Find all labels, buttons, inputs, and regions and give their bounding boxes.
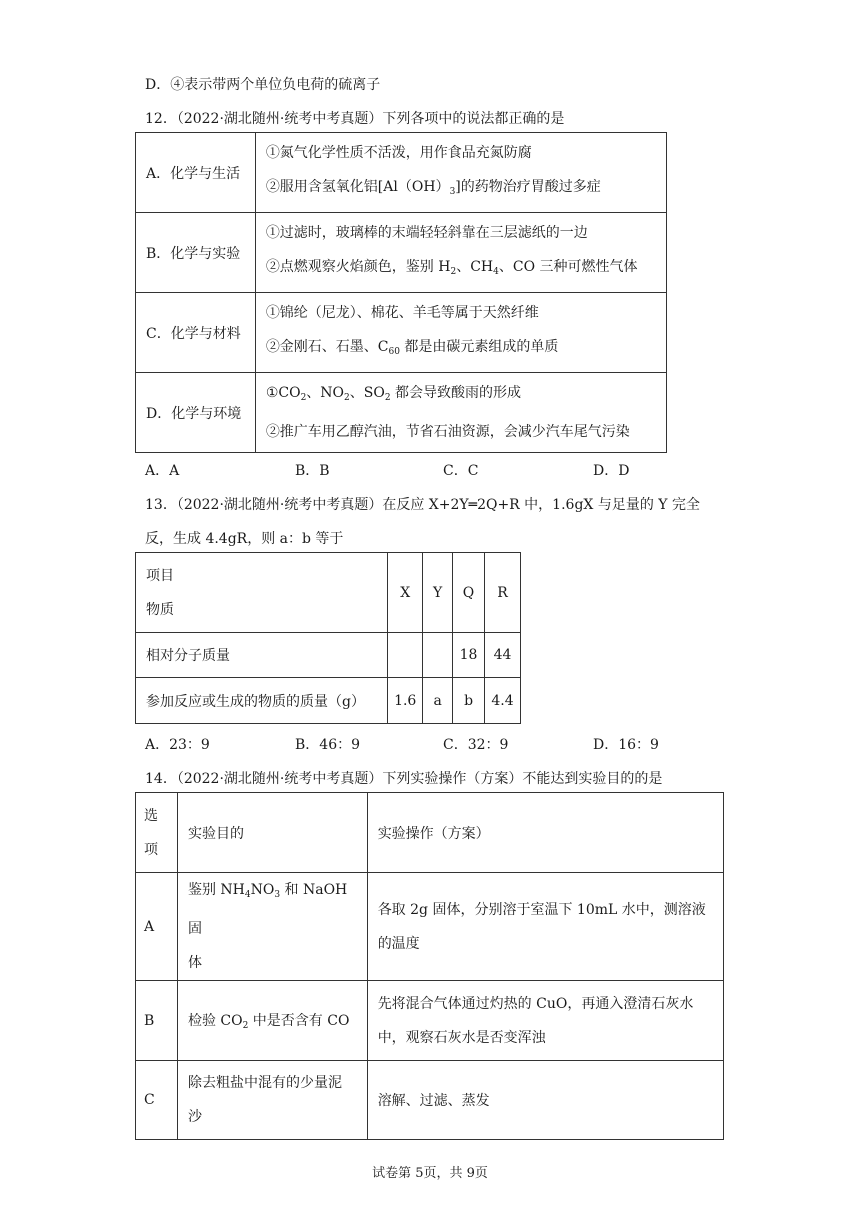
q13-col-y: Y	[423, 553, 453, 633]
q14-row-a-operation: 各取 2g 固体，分别溶于室温下 10mL 水中，测溶液 的温度	[367, 873, 723, 981]
q12-row-a-category: A．化学与生活	[136, 133, 256, 213]
q13-row-reaction-mass	[136, 678, 521, 724]
q12-row-d-statement-2: ②推广车用乙醇汽油，节省石油资源，会减少汽车尾气污染	[265, 424, 630, 440]
q12-option-b: B．B	[295, 463, 330, 479]
q13-option-c: C．32：9	[443, 737, 509, 753]
q13-cell-x-reaction: 1.6	[388, 678, 423, 724]
q14-row-c	[136, 1061, 724, 1140]
q13-stem-line-1: 13．（2022·湖北随州·统考中考真题）在反应 X+2Y═2Q+R 中，1.6gX 与足量的 Y 完全	[145, 497, 700, 513]
q13-cell-q-mass: 18	[453, 633, 485, 678]
q12-row-a-statement-1: ①氮气化学性质不活泼，用作食品充氮防腐	[265, 145, 532, 161]
q11-option-d: D．④表示带两个单位负电荷的硫离子	[145, 77, 381, 93]
q14-header-operation: 实验操作（方案）	[367, 793, 723, 873]
q12-row-a-statement-2: ②服用含氢氧化铝$[Al(OH)_3]$的药物治疗胃酸过多症	[265, 179, 601, 197]
q12-row-d-category: D．化学与环境	[136, 373, 256, 453]
q13-header-row	[136, 553, 521, 633]
q13-col-r: R	[485, 553, 521, 633]
q14-row-a	[136, 873, 724, 981]
q13-stem-line-2: 反，生成 4.4gR，则 a：b 等于	[145, 531, 344, 547]
q14-header-option-top: 选	[144, 807, 158, 824]
q12-option-c: C．C	[443, 463, 479, 479]
q14-row-c-label: C	[136, 1061, 178, 1140]
q12-row-d	[136, 373, 667, 453]
q13-header-bottom: 物质	[146, 601, 174, 618]
q14-row-a-label: A	[136, 873, 178, 981]
q14-table	[135, 792, 724, 1140]
q13-col-x: X	[388, 553, 423, 633]
q13-option-d: D．16：9	[593, 737, 659, 753]
q14-row-b-operation: 先将混合气体通过灼热的 CuO，再通入澄清石灰水 中，观察石灰水是否变浑浊	[367, 981, 723, 1061]
q12-row-c-category: C．化学与材料	[136, 293, 256, 373]
q12-row-b	[136, 213, 667, 293]
q12-row-c-statement-2: ②金刚石、石墨、$C_{60}$ 都是由碳元素组成的单质	[265, 339, 559, 357]
q13-header-top: 项目	[146, 567, 174, 584]
q14-row-c-operation: 溶解、过滤、蒸发	[367, 1061, 723, 1140]
q13-cell-y-reaction: a	[423, 678, 453, 724]
q12-row-c-statement-1: ①锦纶（尼龙）、棉花、羊毛等属于天然纤维	[265, 305, 539, 321]
q13-cell-r-reaction: 4.4	[485, 678, 521, 724]
page-footer: 试卷第 5页，共 9页	[372, 1166, 488, 1181]
q14-header-option-bottom: 项	[144, 841, 158, 858]
q12-table	[135, 132, 667, 453]
q12-row-d-statement-1: $①CO_2$、$NO_2$、$SO_2$ 都会导致酸雨的形成	[265, 385, 522, 403]
q14-row-b-purpose: 检验 $CO_2$ 中是否含有 CO	[177, 981, 367, 1061]
q14-header-row	[136, 793, 724, 873]
q14-row-b-label: B	[136, 981, 178, 1061]
q13-row-2-label: 参加反应或生成的物质的质量（g）	[136, 678, 388, 724]
q12-stem: 12．（2022·湖北随州·统考中考真题）下列各项中的说法都正确的是	[145, 111, 565, 127]
q12-row-c	[136, 293, 667, 373]
q13-option-a: A．23：9	[145, 737, 210, 753]
q13-option-b: B．46：9	[295, 737, 361, 753]
q13-cell-r-mass: 44	[485, 633, 521, 678]
q14-row-a-purpose: 鉴别 $NH_4NO_3$ 和 NaOH 固 体	[177, 873, 367, 981]
q13-row-1-label: 相对分子质量	[136, 633, 388, 678]
q12-option-d: D．D	[593, 463, 630, 479]
q12-row-b-statement-2: ②点燃观察火焰颜色，鉴别 $H_2$、$CH_4$、CO 三种可燃性气体	[265, 259, 638, 277]
q13-col-q: Q	[453, 553, 485, 633]
q14-header-purpose: 实验目的	[177, 793, 367, 873]
q14-stem: 14．（2022·湖北随州·统考中考真题）下列实验操作（方案）不能达到实验目的的是	[145, 771, 663, 787]
q12-row-a	[136, 133, 667, 213]
q14-row-b	[136, 981, 724, 1061]
q12-row-b-statement-1: ①过滤时，玻璃棒的末端轻轻斜靠在三层滤纸的一边	[265, 225, 588, 241]
q13-cell-q-reaction: b	[453, 678, 485, 724]
q12-row-b-category: B．化学与实验	[136, 213, 256, 293]
q13-table	[135, 552, 521, 724]
q13-row-molar-mass	[136, 633, 521, 678]
q12-option-a: A．A	[145, 463, 180, 479]
q14-row-c-purpose: 除去粗盐中混有的少量泥 沙	[177, 1061, 367, 1140]
